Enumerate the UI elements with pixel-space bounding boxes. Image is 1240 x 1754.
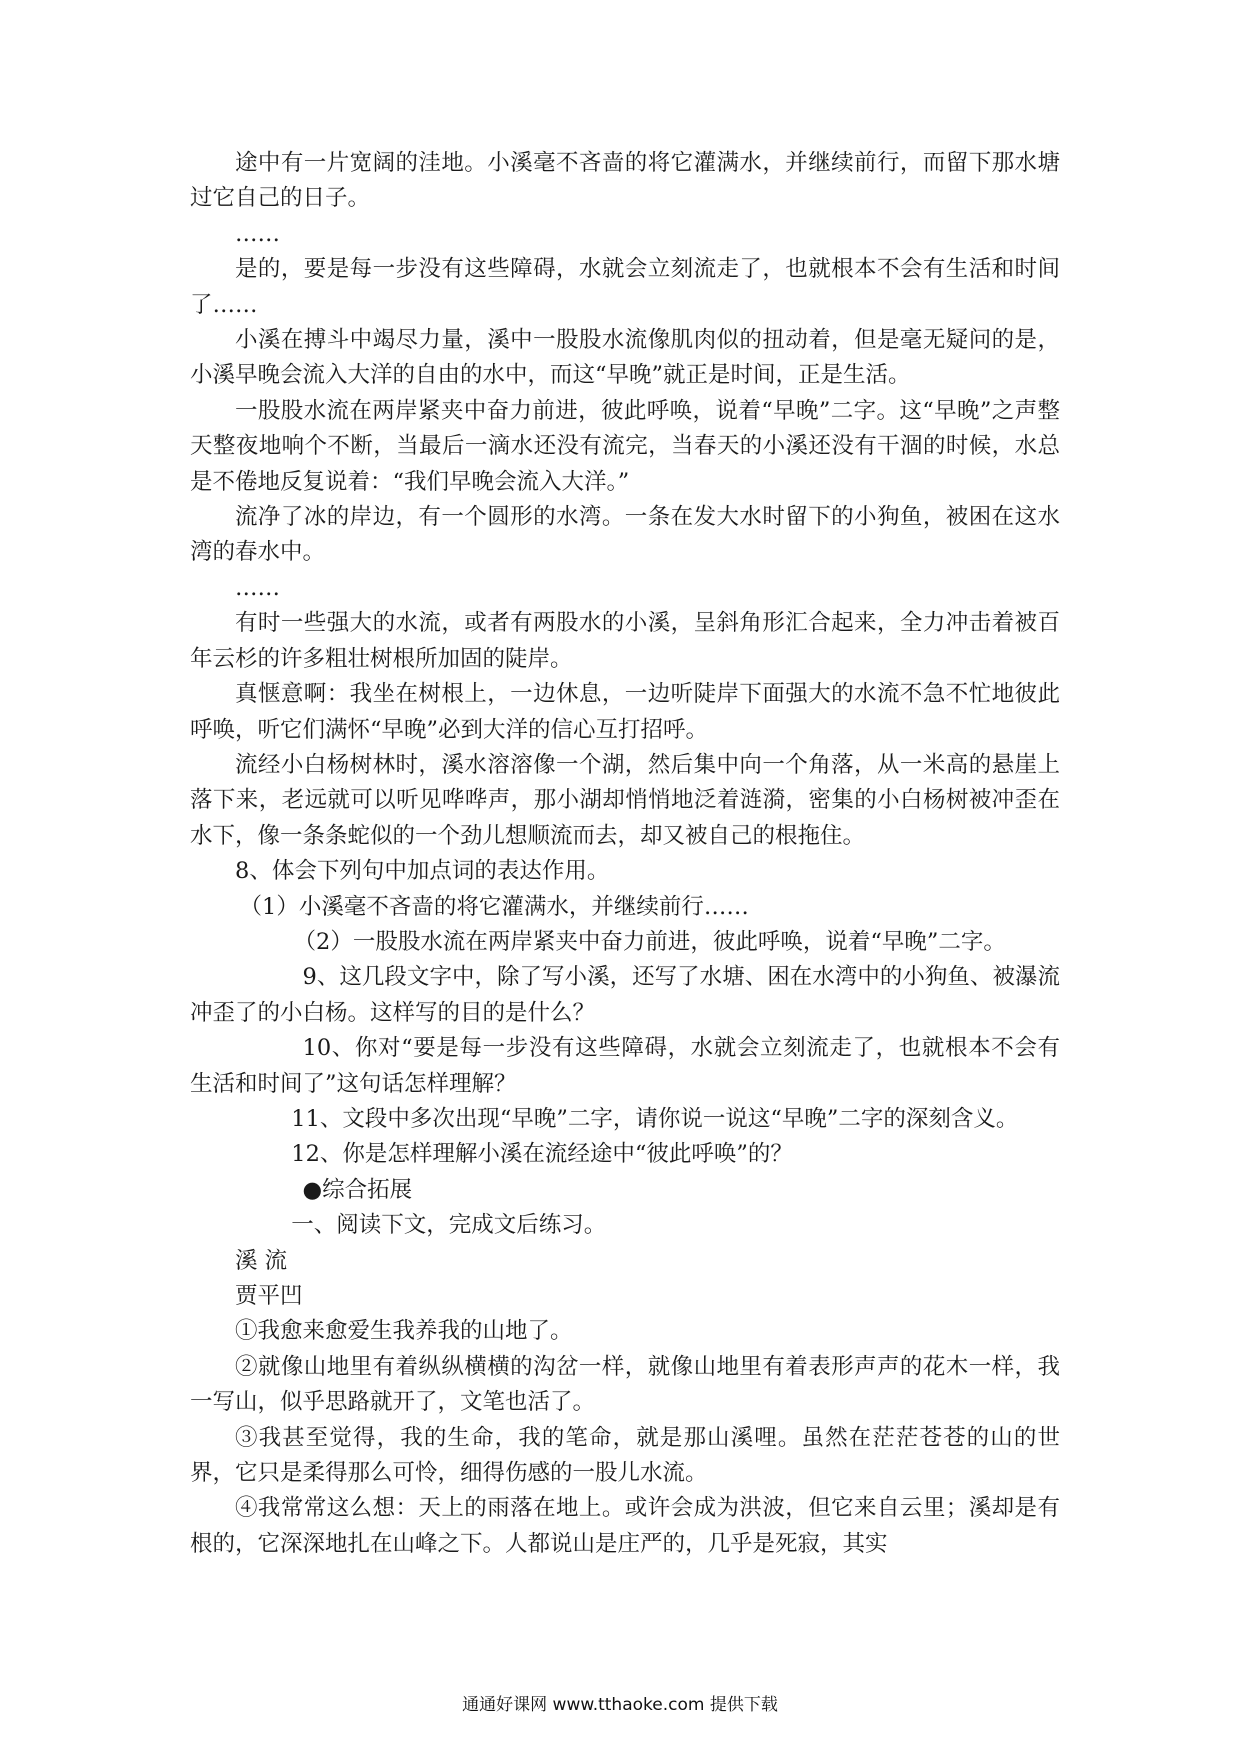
article-author: 贾平凹	[235, 1283, 303, 1309]
question-11: 11、文段中多次出现“早晚”二字，请你说一说这“早晚”二字的深刻含义。	[291, 1105, 1019, 1132]
paragraph: 流经小白杨树林时，溪水溶溶像一个湖，然后集中向一个角落，从一米高的悬崖上落下来，老远就可以听见哗哗声，那小湖却悄悄地泛着涟漪，密集的小白杨树被冲歪在水下，像一条条蛇似的一个劲儿想顺流而去，却又被自己的根拖住。	[190, 751, 1060, 849]
article-paragraph: ②就像山地里有着纵纵横横的沟岔一样，就像山地里有着表形声声的花木一样，我一写山，似乎思路就开了，文笔也活了。	[190, 1353, 1060, 1416]
paragraph: 真惬意啊：我坐在树根上，一边休息，一边听陡岸下面强大的水流不急不忙地彼此呼唤，听它们满怀“早晚”必到大洋的信心互打招呼。	[190, 681, 1060, 743]
paragraph: 小溪在搏斗中竭尽力量，溪中一股股水流像肌肉似的扭动着，但是毫无疑问的是，小溪早晚会流入大洋的自由的水中，而这“早晚”就正是时间，正是生活。	[190, 327, 1060, 389]
question-8: 8、体会下列句中加点词的表达作用。	[235, 858, 610, 885]
paragraph: 流净了冰的岸边，有一个圆形的水湾。一条在发大水时留下的小狗鱼，被困在这水湾的春水中。	[190, 504, 1060, 566]
question-12: 12、你是怎样理解小溪在流经途中“彼此呼唤”的？	[291, 1141, 793, 1168]
ellipsis: ……	[235, 220, 280, 247]
page-footer: 通通好课网 www.tthaoke.com 提供下载	[462, 1695, 778, 1715]
question-8-sub-2: （2）一股股水流在两岸紧夹中奋力前进，彼此呼唤，说着“早晚”二字。	[293, 928, 1006, 955]
body-text	[190, 146, 1060, 1562]
article-paragraph: ①我愈来愈爱生我养我的山地了。	[235, 1318, 573, 1345]
paragraph: 有时一些强大的水流，或者有两股水的小溪，呈斜角形汇合起来，全力冲击着被百年云杉的许多粗壮树根所加固的陡岸。	[190, 610, 1060, 672]
paragraph: 一股股水流在两岸紧夹中奋力前进，彼此呼唤，说着“早晚”二字。这“早晚”之声整天整夜地响个不断，当最后一滴水还没有流完，当春天的小溪还没有干涸的时候，水总是不倦地反复说着：“我们早晚会流入大洋。”	[190, 397, 1060, 495]
question-8-sub-1: （1）小溪毫不吝啬的将它灌满水，并继续前行……	[239, 893, 749, 920]
article-paragraph: ④我常常这么想：天上的雨落在地上。或许会成为洪波，但它来自云里；溪却是有根的，它深深地扎在山峰之下。人都说山是庄严的，几乎是死寂，其实	[190, 1495, 1060, 1557]
question-9: 9、这几段文字中，除了写小溪，还写了水塘、困在水湾中的小狗鱼、被瀑流冲歪了的小白杨。这样写的目的是什么？	[190, 964, 1060, 1026]
section-instruction: 一、阅读下文，完成文后练习。	[291, 1212, 607, 1239]
article-paragraph: ③我甚至觉得，我的生命，我的笔命，就是那山溪哩。虽然在茫茫苍苍的山的世界，它只是柔得那么可怜，细得伤感的一股儿水流。	[190, 1424, 1060, 1487]
article-title: 溪 流	[235, 1247, 288, 1274]
ellipsis: ……	[235, 574, 280, 601]
paragraph: 是的，要是每一步没有这些障碍，水就会立刻流走了，也就根本不会有生活和时间了……	[190, 256, 1060, 318]
question-10: 10、你对“要是每一步没有这些障碍，水就会立刻流走了，也就根本不会有生活和时间了”这句话怎样理解？	[190, 1035, 1060, 1097]
section-heading: ●综合拓展	[302, 1176, 413, 1203]
paragraph: 途中有一片宽阔的洼地。小溪毫不吝啬的将它灌满水，并继续前行，而留下那水塘过它自己的日子。	[190, 150, 1060, 212]
